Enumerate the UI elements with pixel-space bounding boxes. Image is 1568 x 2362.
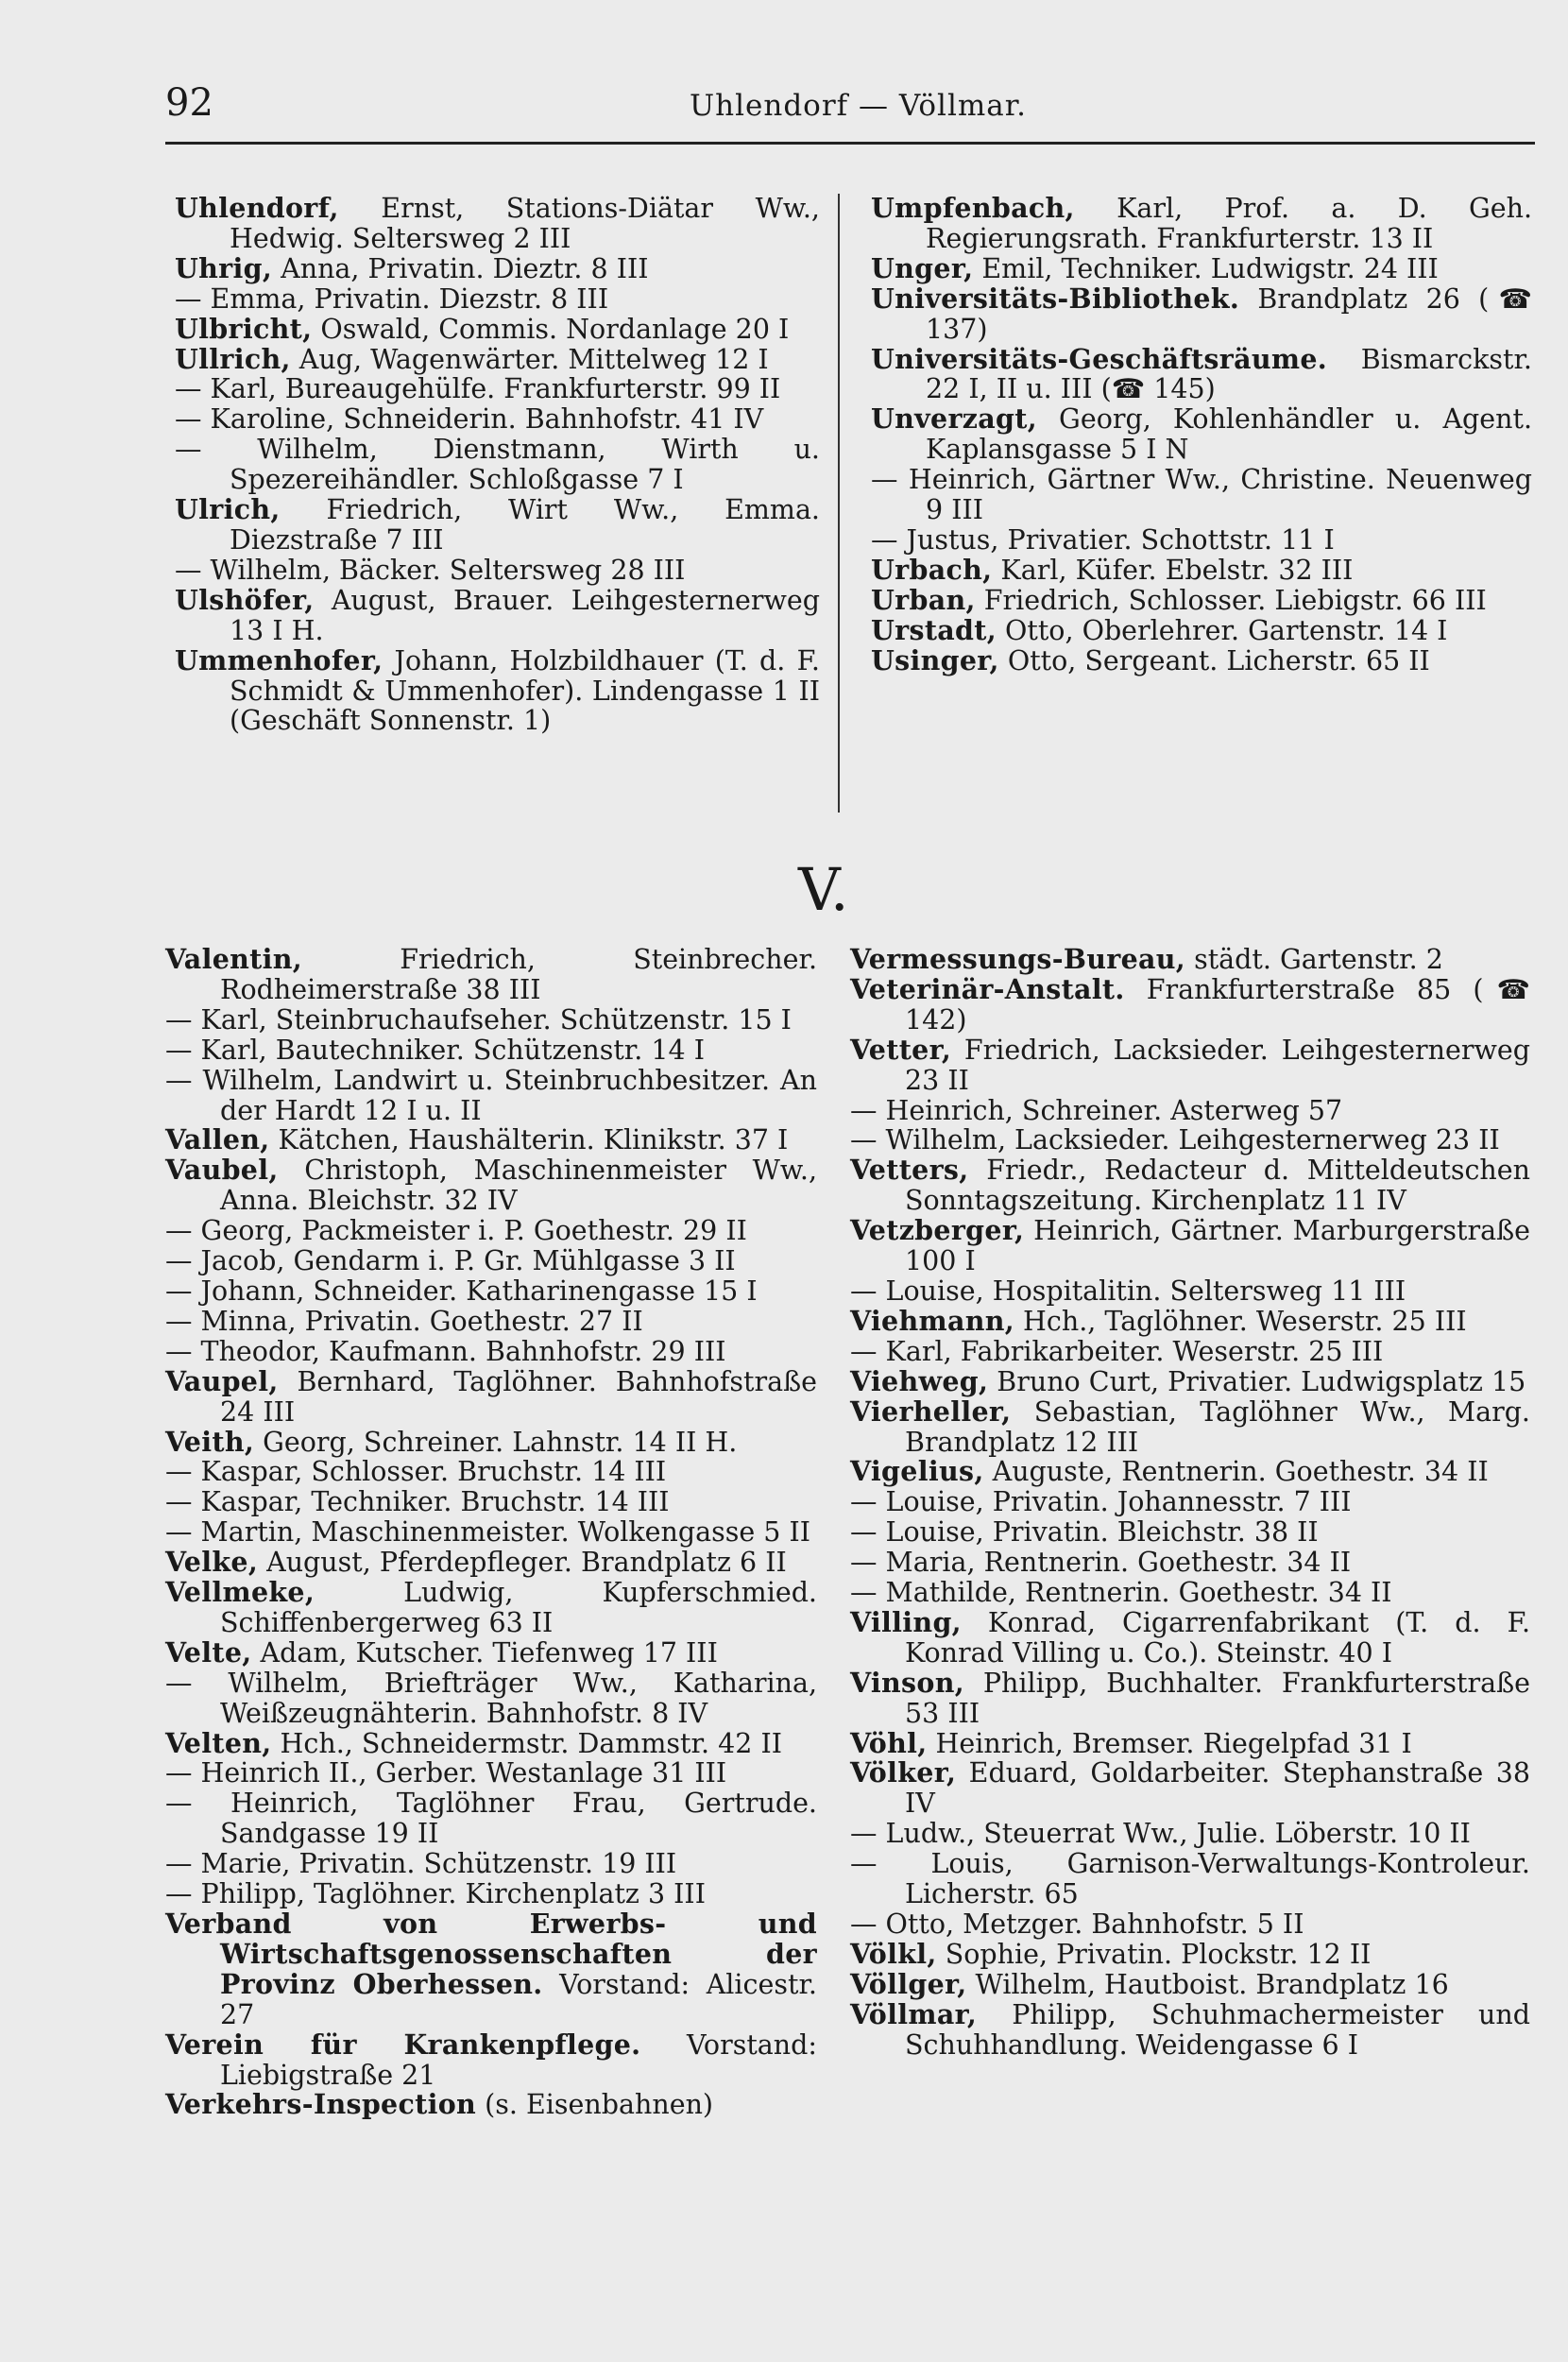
directory-entry: [175, 342, 820, 375]
directory-entry: [175, 312, 820, 345]
entry-text: Oswald, Commis. Nordanlage 20 I: [312, 313, 790, 345]
directory-entry: [871, 284, 1532, 345]
directory-entry: [165, 1879, 817, 1909]
directory-entry: [871, 553, 1532, 586]
entry-name: Ulrich,: [175, 493, 281, 526]
directory-entry: [165, 1517, 817, 1548]
entry-text: Konrad, Cigarrenfabrikant (T. d. F. Konrad Villing u. Co.). Steinstr. 40 I: [905, 1606, 1530, 1669]
section-letter: V.: [798, 855, 849, 924]
entry-text: — Philipp, Taglöhner. Kirchenplatz 3 III: [165, 1878, 706, 1910]
entry-name: Vöhl,: [850, 1726, 928, 1759]
entry-name: Völker,: [850, 1756, 957, 1789]
entry-text: Karl, Prof. a. D. Geh. Regierungsrath. Frankfurterstr. 13 II: [926, 193, 1532, 254]
directory-entry: [165, 1726, 817, 1759]
entry-text: Georg, Schreiner. Lahnstr. 14 II H.: [254, 1426, 738, 1458]
entry-name: Ullrich,: [175, 342, 291, 375]
entry-text: — Louise, Privatin. Bleichstr. 38 II: [850, 1516, 1319, 1549]
entry-name: Uhlendorf,: [175, 192, 339, 224]
entry-name: Vinson,: [850, 1666, 964, 1699]
directory-entry: [175, 194, 820, 254]
entry-name: Ulshöfer,: [175, 583, 315, 616]
directory-entry: [175, 643, 820, 737]
entry-name: Vaupel,: [165, 1364, 279, 1397]
entry-text: Frankfurterstraße 85 (☎ 142): [905, 973, 1530, 1036]
entry-text: Otto, Oberlehrer. Gartenstr. 14 I: [996, 614, 1448, 646]
entry-name: Vierheller,: [850, 1395, 1012, 1428]
entry-name: Vetzberger,: [850, 1214, 1025, 1247]
entry-text: — Karl, Fabrikarbeiter. Weserstr. 25 III: [850, 1335, 1384, 1367]
directory-entry: [850, 1937, 1530, 1970]
directory-entry: [165, 1425, 817, 1458]
entry-text: — Jacob, Gendarm i. P. Gr. Mühlgasse 3 II: [165, 1245, 736, 1277]
directory-entry: [871, 404, 1532, 465]
directory-entry: [850, 1364, 1530, 1397]
directory-entry: [165, 1246, 817, 1276]
directory-entry: [850, 1666, 1530, 1729]
column-top-left: [175, 194, 820, 736]
entry-text: — Wilhelm, Lacksieder. Leihgesternerweg 23 II: [850, 1124, 1500, 1156]
directory-entry: [871, 613, 1532, 646]
entry-text: Friedrich, Steinbrecher. Rodheimerstraße 38 III: [220, 944, 817, 1005]
entry-text: — Karoline, Schneiderin. Bahnhofstr. 41 IV: [175, 403, 764, 436]
entry-name: Universitäts-Bibliothek.: [871, 282, 1240, 315]
entry-text: — Kaspar, Techniker. Bruchstr. 14 III: [165, 1486, 670, 1518]
entry-text: — Wilhelm, Briefträger Ww., Katharina, Weißzeugnähterin. Bahnhofstr. 8 IV: [165, 1667, 817, 1729]
directory-entry: [165, 1307, 817, 1337]
entry-text: — Theodor, Kaufmann. Bahnhofstr. 29 III: [165, 1335, 726, 1367]
entry-text: Karl, Küfer. Ebelstr. 32 III: [992, 554, 1354, 586]
directory-entry: [850, 945, 1530, 975]
entry-name: Velten,: [165, 1726, 272, 1759]
entry-text: — Heinrich, Schreiner. Asterweg 57: [850, 1094, 1343, 1126]
directory-entry: [850, 1909, 1530, 1940]
entry-text: — Heinrich, Taglöhner Frau, Gertrude. Sandgasse 19 II: [165, 1788, 817, 1850]
directory-entry: [850, 1155, 1530, 1216]
entry-name: Urban,: [871, 583, 976, 616]
entry-name: Verein für Krankenpflege.: [165, 2028, 641, 2061]
entry-text: — Karl, Bureaugehülfe. Frankfurterstr. 99 II: [175, 373, 781, 405]
directory-entry: [850, 1276, 1530, 1307]
directory-entry: [175, 435, 820, 495]
entry-name: Urbach,: [871, 553, 993, 586]
directory-entry: [871, 251, 1532, 284]
directory-entry: [175, 284, 820, 315]
entry-name: Unger,: [871, 251, 974, 284]
directory-entry: [175, 404, 820, 435]
page-header: [165, 77, 1535, 134]
entry-text: Georg, Kohlenhändler u. Agent. Kaplansgasse 5 I N: [926, 403, 1532, 466]
directory-entry: [165, 2090, 817, 2120]
entry-text: Friedrich, Lacksieder. Leihgesternerweg 23 II: [905, 1034, 1530, 1096]
entry-text: Ludwig, Kupferschmied. Schiffenbergerweg 63 II: [220, 1577, 817, 1638]
column-top-right: [871, 194, 1532, 676]
entry-text: städt. Gartenstr. 2: [1185, 944, 1443, 975]
entry-text: — Wilhelm, Bäcker. Seltersweg 28 III: [175, 554, 686, 586]
entry-name: Vetters,: [850, 1154, 969, 1187]
directory-entry: [165, 945, 817, 1005]
directory-entry: [850, 1337, 1530, 1367]
directory-entry: [175, 583, 820, 646]
entry-name: Urstadt,: [871, 613, 997, 646]
entry-text: August, Pferdepfleger. Brandplatz 6 II: [258, 1547, 787, 1579]
entry-text: Philipp, Buchhalter. Frankfurterstraße 53 III: [905, 1667, 1530, 1729]
entry-name: Velte,: [165, 1635, 252, 1669]
entry-text: — Louise, Hospitalitin. Seltersweg 11 III: [850, 1275, 1406, 1307]
entry-text: — Justus, Privatier. Schottstr. 11 I: [871, 523, 1335, 556]
directory-entry: [165, 1487, 817, 1517]
entry-name: Völlger,: [850, 1967, 967, 2000]
entry-text: — Georg, Packmeister i. P. Goethestr. 29 II: [165, 1215, 747, 1247]
entry-text: Friedrich, Wirt Ww., Emma. Diezstraße 7 III: [230, 494, 820, 556]
entry-text: Hch., Schneidermstr. Dammstr. 42 II: [271, 1727, 782, 1759]
entry-text: Bruno Curt, Privatier. Ludwigsplatz 15: [988, 1365, 1526, 1397]
directory-entry: [165, 1364, 817, 1428]
directory-entry: [165, 1337, 817, 1367]
entry-text: — Otto, Metzger. Bahnhofstr. 5 II: [850, 1908, 1304, 1940]
entry-text: Emil, Techniker. Ludwigstr. 24 III: [973, 252, 1439, 284]
entry-text: Bernhard, Taglöhner. Bahnhofstraße 24 III: [220, 1365, 817, 1428]
directory-entry: [175, 495, 820, 556]
entry-name: Verkehrs-Inspection: [165, 2088, 477, 2121]
entry-name: Völlmar,: [850, 1997, 978, 2030]
directory-entry: [850, 1304, 1530, 1337]
entry-text: — Louise, Privatin. Johannesstr. 7 III: [850, 1486, 1352, 1518]
entry-name: Usinger,: [871, 643, 999, 676]
entry-name: Veterinär-Anstalt.: [850, 972, 1125, 1005]
entry-name: Ummenhofer,: [175, 643, 383, 676]
directory-entry: [165, 1066, 817, 1126]
entry-text: Otto, Sergeant. Licherstr. 65 II: [998, 644, 1430, 676]
entry-text: Adam, Kutscher. Tiefenweg 17 III: [251, 1636, 718, 1669]
directory-entry: [850, 1517, 1530, 1548]
directory-entry: [165, 1578, 817, 1638]
directory-entry: [850, 1726, 1530, 1759]
directory-entry: [850, 1578, 1530, 1608]
entry-text: Heinrich, Bremser. Riegelpfad 31 I: [927, 1727, 1412, 1759]
entry-text: Sophie, Privatin. Plockstr. 12 II: [936, 1938, 1372, 1970]
directory-entry: [165, 1758, 817, 1789]
directory-entry: [871, 342, 1532, 405]
entry-name: Vaubel,: [165, 1154, 279, 1187]
entry-text: August, Brauer. Leihgesternerweg 13 I H.: [230, 584, 820, 646]
directory-entry: [165, 1548, 817, 1578]
directory-entry: [850, 1849, 1530, 1909]
directory-entry: [165, 1276, 817, 1307]
entry-text: — Karl, Steinbruchaufseher. Schützenstr. 15 I: [165, 1003, 792, 1036]
entry-text: Hch., Taglöhner. Weserstr. 25 III: [1014, 1305, 1467, 1337]
entry-text: Friedrich, Schlosser. Liebigstr. 66 III: [975, 584, 1487, 616]
entry-text: Auguste, Rentnerin. Goethestr. 34 II: [983, 1456, 1489, 1488]
directory-entry: [871, 643, 1532, 676]
directory-entry: [165, 1125, 817, 1155]
entry-name: Viehweg,: [850, 1364, 989, 1397]
entry-text: — Ludw., Steuerrat Ww., Julie. Löberstr. 10 II: [850, 1818, 1471, 1850]
column-divider: [838, 194, 840, 813]
entry-text: Bismarckstr. 22 I, II u. III (☎ 145): [926, 343, 1532, 405]
entry-name: Veith,: [165, 1425, 255, 1458]
entry-name: Vallen,: [165, 1123, 270, 1156]
entry-name: Völkl,: [850, 1937, 937, 1970]
directory-entry: [850, 1605, 1530, 1669]
entry-text: Johann, Holzbildhauer (T. d. F. Schmidt & Ummenhofer). Lindengasse 1 II (Geschäft Sonnenstr. 1): [230, 644, 820, 737]
entry-text: — Martin, Maschinenmeister. Wolkengasse 5 II: [165, 1516, 811, 1549]
entry-name: Unverzagt,: [871, 402, 1037, 436]
directory-entry: [871, 583, 1532, 616]
entry-name: Uhrig,: [175, 251, 273, 284]
entry-text: — Wilhelm, Dienstmann, Wirth u. Spezereihändler. Schloßgasse 7 I: [175, 434, 820, 496]
entry-text: Ernst, Stations-Diätar Ww., Hedwig. Seltersweg 2 III: [230, 193, 820, 254]
entry-text: — Heinrich, Gärtner Ww., Christine. Neuenweg 9 III: [871, 464, 1532, 526]
entry-name: Vetter,: [850, 1033, 952, 1066]
column-bottom-right: [850, 945, 1530, 2061]
directory-entry: [850, 1548, 1530, 1578]
entry-text: Christoph, Maschinenmeister Ww., Anna. Bleichstr. 32 IV: [220, 1155, 817, 1217]
entry-text: — Mathilde, Rentnerin. Goethestr. 34 II: [850, 1577, 1392, 1609]
directory-entry: [165, 1669, 817, 1729]
directory-entry: [165, 1216, 817, 1246]
directory-entry: [165, 1155, 817, 1216]
directory-entry: [165, 1909, 817, 2030]
entry-text: — Karl, Bautechniker. Schützenstr. 14 I: [165, 1034, 706, 1066]
directory-entry: [165, 2030, 817, 2091]
entry-text: Brandplatz 26 (☎ 137): [926, 282, 1532, 345]
entry-name: Universitäts-Geschäftsräume.: [871, 342, 1327, 375]
entry-text: Heinrich, Gärtner. Marburgerstraße 100 I: [905, 1215, 1530, 1277]
directory-entry: [850, 1096, 1530, 1126]
directory-entry: [850, 1033, 1530, 1096]
directory-entry: [175, 251, 820, 284]
entry-name: Verband von Erwerbs- und Wirtschaftsgenossenschaften der Provinz Oberhessen.: [165, 1908, 817, 2000]
entry-name: Vermessungs-Bureau,: [850, 943, 1186, 975]
directory-entry: [871, 194, 1532, 254]
directory-entry: [165, 1635, 817, 1669]
entry-text: — Minna, Privatin. Goethestr. 27 II: [165, 1305, 643, 1337]
directory-entry: [850, 972, 1530, 1036]
directory-entry: [165, 1005, 817, 1036]
directory-entry: [850, 1758, 1530, 1819]
entry-text: — Maria, Rentnerin. Goethestr. 34 II: [850, 1547, 1352, 1579]
entry-text: — Kaspar, Schlosser. Bruchstr. 14 III: [165, 1456, 667, 1488]
directory-entry: [165, 1457, 817, 1487]
entry-text: Philipp, Schuhmachermeister und Schuhhandlung. Weidengasse 6 I: [905, 1998, 1530, 2061]
directory-entry: [850, 1997, 1530, 2061]
entry-text: Wilhelm, Hautboist. Brandplatz 16: [966, 1968, 1449, 2000]
column-bottom-left: [165, 945, 817, 2120]
directory-entry: [175, 374, 820, 404]
directory-entry: [165, 1849, 817, 1879]
entry-name: Velke,: [165, 1546, 259, 1579]
entry-name: Ulbricht,: [175, 312, 313, 345]
directory-entry: [165, 1036, 817, 1066]
directory-entry: [850, 1819, 1530, 1849]
directory-entry: [871, 525, 1532, 556]
entry-text: — Marie, Privatin. Schützenstr. 19 III: [165, 1848, 677, 1880]
page-number: 92: [165, 81, 213, 125]
entry-text: Anna, Privatin. Dieztr. 8 III: [272, 252, 649, 284]
directory-entry: [850, 1125, 1530, 1155]
directory-entry: [850, 1216, 1530, 1276]
entry-name: Umpfenbach,: [871, 192, 1075, 224]
entry-text: Vorstand: Liebigstraße 21: [220, 2028, 817, 2091]
header-rule: [165, 142, 1535, 145]
entry-name: Viehmann,: [850, 1304, 1014, 1337]
directory-entry: [850, 1967, 1530, 2000]
entry-text: Aug, Wagenwärter. Mittelweg 12 I: [290, 343, 769, 375]
entry-text: — Louis, Garnison-Verwaltungs-Kontroleur. Licherstr. 65: [850, 1848, 1530, 1910]
entry-name: Valentin,: [165, 943, 302, 975]
directory-entry: [850, 1457, 1530, 1487]
directory-entry: [850, 1487, 1530, 1517]
entry-text: Vorstand: Alicestr. 27: [220, 1968, 817, 2030]
entry-text: — Johann, Schneider. Katharinengasse 15 I: [165, 1275, 758, 1307]
entry-text: (s. Eisenbahnen): [476, 2089, 714, 2121]
entry-name: Villing,: [850, 1605, 962, 1638]
entry-text: Kätchen, Haushälterin. Klinikstr. 37 I: [269, 1124, 789, 1156]
entry-text: Sebastian, Taglöhner Ww., Marg. Brandplatz 12 III: [905, 1395, 1530, 1458]
entry-text: — Emma, Privatin. Diezstr. 8 III: [175, 282, 609, 315]
entry-name: Vellmeke,: [165, 1576, 315, 1609]
entry-text: Eduard, Goldarbeiter. Stephanstraße 38 IV: [905, 1757, 1530, 1820]
directory-entry: [850, 1397, 1530, 1458]
directory-entry: [871, 465, 1532, 525]
entry-text: Friedr., Redacteur d. Mitteldeutschen Sonntagszeitung. Kirchenplatz 11 IV: [905, 1155, 1530, 1217]
running-head: Uhlendorf — Völlmar.: [690, 89, 1028, 123]
entry-text: — Wilhelm, Landwirt u. Steinbruchbesitzer. An der Hardt 12 I u. II: [165, 1064, 817, 1126]
entry-name: Vigelius,: [850, 1455, 984, 1488]
entry-text: — Heinrich II., Gerber. Westanlage 31 III: [165, 1757, 727, 1789]
directory-entry: [175, 556, 820, 586]
directory-entry: [165, 1789, 817, 1849]
